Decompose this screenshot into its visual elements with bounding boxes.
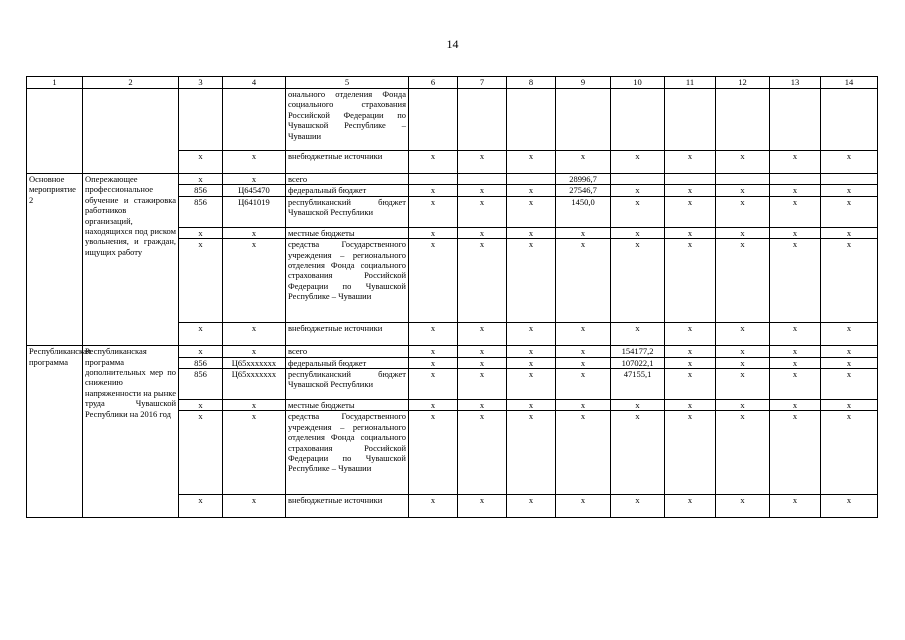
table-cell: х <box>821 239 878 323</box>
table-cell: х <box>507 400 556 411</box>
table-cell: х <box>409 196 458 227</box>
table-cell: 28996,7 <box>556 174 611 185</box>
table-cell <box>665 174 716 185</box>
table-cell: х <box>507 357 556 368</box>
table-cell: х <box>458 323 507 346</box>
table-row <box>27 346 878 357</box>
table-cell: х <box>665 369 716 400</box>
table-cell: 856 <box>179 369 223 400</box>
funding-source-cell: федеральный бюджет <box>286 357 409 368</box>
table-cell: х <box>409 400 458 411</box>
table-cell: х <box>556 239 611 323</box>
table-cell: х <box>821 495 878 518</box>
table-cell: х <box>409 185 458 196</box>
table-cell: х <box>821 196 878 227</box>
table-cell: х <box>556 411 611 495</box>
budget-table <box>26 76 878 518</box>
table-cell: х <box>556 151 611 174</box>
funding-source-cell: внебюджетные источники <box>286 495 409 518</box>
column-header-8: 8 <box>507 77 556 89</box>
table-cell: х <box>716 357 770 368</box>
table-cell: х <box>458 227 507 238</box>
header-row <box>27 77 878 89</box>
column-header-6: 6 <box>409 77 458 89</box>
table-cell: х <box>507 196 556 227</box>
column-header-4: 4 <box>223 77 286 89</box>
activity-description-cell: Опережающее профессиональное обучение и стажировка работников организаций, находящихся под риском увольнения, и граждан, ищущих работу <box>83 174 179 346</box>
table-cell: х <box>611 185 665 196</box>
table-cell: х <box>458 357 507 368</box>
funding-source-cell: всего <box>286 346 409 357</box>
table-cell: х <box>821 357 878 368</box>
table-cell: х <box>458 369 507 400</box>
table-cell: х <box>821 323 878 346</box>
table-cell <box>458 89 507 151</box>
table-cell: х <box>507 185 556 196</box>
table-cell <box>821 89 878 151</box>
table-cell: 856 <box>179 196 223 227</box>
table-cell: х <box>611 196 665 227</box>
column-header-14: 14 <box>821 77 878 89</box>
funding-source-cell: республиканский бюджет Чувашской Республики <box>286 369 409 400</box>
column-header-10: 10 <box>611 77 665 89</box>
table-cell: х <box>179 227 223 238</box>
funding-source-cell: средства Государственного учреждения – регионального отделения Фонда социального страхования Российской Федерации по Чувашской Республике – Чувашии <box>286 239 409 323</box>
activity-name-cell: Республиканская программа <box>27 346 83 518</box>
table-cell: х <box>821 411 878 495</box>
table-cell: х <box>716 151 770 174</box>
table-cell: х <box>770 151 821 174</box>
table-cell: х <box>665 411 716 495</box>
table-cell: х <box>770 323 821 346</box>
table-cell <box>507 174 556 185</box>
table-cell: х <box>507 323 556 346</box>
table-cell: х <box>223 495 286 518</box>
table-cell: х <box>611 411 665 495</box>
table-cell: х <box>458 411 507 495</box>
table-cell <box>556 89 611 151</box>
table-cell: х <box>770 196 821 227</box>
table-cell: х <box>556 495 611 518</box>
table-cell: х <box>556 369 611 400</box>
table-cell: 47155,1 <box>611 369 665 400</box>
table-cell: х <box>507 369 556 400</box>
table-cell: х <box>716 185 770 196</box>
table-cell: х <box>716 239 770 323</box>
table-cell: х <box>458 346 507 357</box>
table-cell: х <box>770 369 821 400</box>
table-cell: х <box>458 495 507 518</box>
table-cell: х <box>458 196 507 227</box>
table-cell: х <box>458 151 507 174</box>
table-cell: х <box>507 411 556 495</box>
table-cell <box>458 174 507 185</box>
column-header-11: 11 <box>665 77 716 89</box>
table-cell: х <box>716 346 770 357</box>
table-cell: Ц641019 <box>223 196 286 227</box>
table-cell: х <box>821 369 878 400</box>
funding-source-cell: федеральный бюджет <box>286 185 409 196</box>
column-header-2: 2 <box>83 77 179 89</box>
table-cell: х <box>665 346 716 357</box>
table-cell: х <box>409 239 458 323</box>
table-cell: х <box>611 239 665 323</box>
table-cell: х <box>556 400 611 411</box>
table-cell <box>716 174 770 185</box>
table-cell: х <box>770 239 821 323</box>
table-cell: х <box>821 151 878 174</box>
column-header-7: 7 <box>458 77 507 89</box>
funding-source-cell: всего <box>286 174 409 185</box>
table-cell: 856 <box>179 357 223 368</box>
table-cell: х <box>716 227 770 238</box>
column-header-13: 13 <box>770 77 821 89</box>
table-cell: 27546,7 <box>556 185 611 196</box>
table-cell: х <box>223 400 286 411</box>
table-cell: 856 <box>179 185 223 196</box>
table-cell <box>716 89 770 151</box>
activity-description-cell: Республиканская программа дополнительных мер по снижению напряженности на рынке труда Чувашской Республики на 2016 год <box>83 346 179 518</box>
table-cell: х <box>556 357 611 368</box>
table-row <box>27 89 878 151</box>
activity-name-cell: Основное мероприятие 2 <box>27 174 83 346</box>
table-cell: х <box>611 400 665 411</box>
table-cell: х <box>770 400 821 411</box>
table-cell <box>770 174 821 185</box>
table-cell: 154177,2 <box>611 346 665 357</box>
table-cell: х <box>665 151 716 174</box>
table-cell: х <box>507 239 556 323</box>
table-cell: х <box>223 411 286 495</box>
table-cell: х <box>179 346 223 357</box>
activity-description-cell <box>83 89 179 174</box>
table-cell: Ц645470 <box>223 185 286 196</box>
table-cell: х <box>770 185 821 196</box>
table-cell: х <box>223 151 286 174</box>
table-cell: х <box>507 151 556 174</box>
table-cell: х <box>409 357 458 368</box>
table-cell: х <box>770 357 821 368</box>
table-cell: х <box>179 239 223 323</box>
table-cell: х <box>665 185 716 196</box>
table-cell: х <box>409 369 458 400</box>
table-cell: х <box>716 495 770 518</box>
table-cell: х <box>770 411 821 495</box>
table-cell: 107022,1 <box>611 357 665 368</box>
table-cell: х <box>611 323 665 346</box>
table-cell: х <box>409 495 458 518</box>
table-cell: х <box>611 227 665 238</box>
activity-name-cell <box>27 89 83 174</box>
table-cell <box>770 89 821 151</box>
column-header-12: 12 <box>716 77 770 89</box>
funding-source-cell: онального отделения Фонда социального страхования Российской Федерации по Чувашской Республике – Чувашии <box>286 89 409 151</box>
table-cell: х <box>507 495 556 518</box>
table-cell: х <box>611 151 665 174</box>
table-cell: х <box>223 227 286 238</box>
table-cell: х <box>665 323 716 346</box>
table-cell: х <box>770 227 821 238</box>
table-cell: х <box>409 323 458 346</box>
table-row <box>27 174 878 185</box>
table-cell: х <box>716 323 770 346</box>
table-cell: х <box>716 196 770 227</box>
table-cell: х <box>223 239 286 323</box>
table-cell: х <box>665 239 716 323</box>
table-cell: х <box>716 400 770 411</box>
table-cell: х <box>821 400 878 411</box>
funding-source-cell: местные бюджеты <box>286 227 409 238</box>
table-cell <box>179 89 223 151</box>
table-cell <box>223 89 286 151</box>
table-cell: х <box>179 174 223 185</box>
table-cell: Ц65ххххххх <box>223 357 286 368</box>
column-header-5: 5 <box>286 77 409 89</box>
table-cell: х <box>179 151 223 174</box>
table-cell: х <box>821 346 878 357</box>
funding-source-cell: республиканский бюджет Чувашской Республики <box>286 196 409 227</box>
table-cell <box>507 89 556 151</box>
table-cell: х <box>556 227 611 238</box>
table-cell: х <box>179 400 223 411</box>
table-cell: х <box>507 346 556 357</box>
table-cell: х <box>458 185 507 196</box>
table-cell: х <box>556 346 611 357</box>
funding-source-cell: внебюджетные источники <box>286 151 409 174</box>
table-cell: х <box>223 323 286 346</box>
table-cell: х <box>821 185 878 196</box>
table-cell: х <box>409 227 458 238</box>
table-cell: х <box>223 174 286 185</box>
table-cell <box>665 89 716 151</box>
table-cell: х <box>179 495 223 518</box>
table-cell: х <box>611 495 665 518</box>
table-cell: х <box>223 346 286 357</box>
table-cell: х <box>507 227 556 238</box>
table-cell: х <box>770 495 821 518</box>
table-cell: х <box>458 400 507 411</box>
table-cell: 1450,0 <box>556 196 611 227</box>
table-cell: х <box>179 411 223 495</box>
column-header-1: 1 <box>27 77 83 89</box>
column-header-9: 9 <box>556 77 611 89</box>
table-cell: х <box>409 151 458 174</box>
table-cell: х <box>770 346 821 357</box>
table-cell <box>611 89 665 151</box>
table-cell: х <box>665 227 716 238</box>
table-cell: Ц65ххххххх <box>223 369 286 400</box>
table-cell: х <box>458 239 507 323</box>
table-cell: х <box>179 323 223 346</box>
table-cell: х <box>716 369 770 400</box>
funding-source-cell: внебюджетные источники <box>286 323 409 346</box>
table-cell: х <box>665 357 716 368</box>
table-cell <box>409 89 458 151</box>
funding-source-cell: средства Государственного учреждения – регионального отделения Фонда социального страхования Российской Федерации по Чувашской Республике – Чувашии <box>286 411 409 495</box>
page-number: 14 <box>446 37 459 51</box>
table-cell: х <box>409 346 458 357</box>
table-cell: х <box>665 400 716 411</box>
table-cell: х <box>665 495 716 518</box>
table-cell: х <box>409 411 458 495</box>
table-cell: х <box>716 411 770 495</box>
table-cell <box>409 174 458 185</box>
table-cell: х <box>665 196 716 227</box>
table-cell <box>821 174 878 185</box>
column-header-3: 3 <box>179 77 223 89</box>
table-cell: х <box>821 227 878 238</box>
table-cell: х <box>556 323 611 346</box>
table-cell <box>611 174 665 185</box>
funding-source-cell: местные бюджеты <box>286 400 409 411</box>
